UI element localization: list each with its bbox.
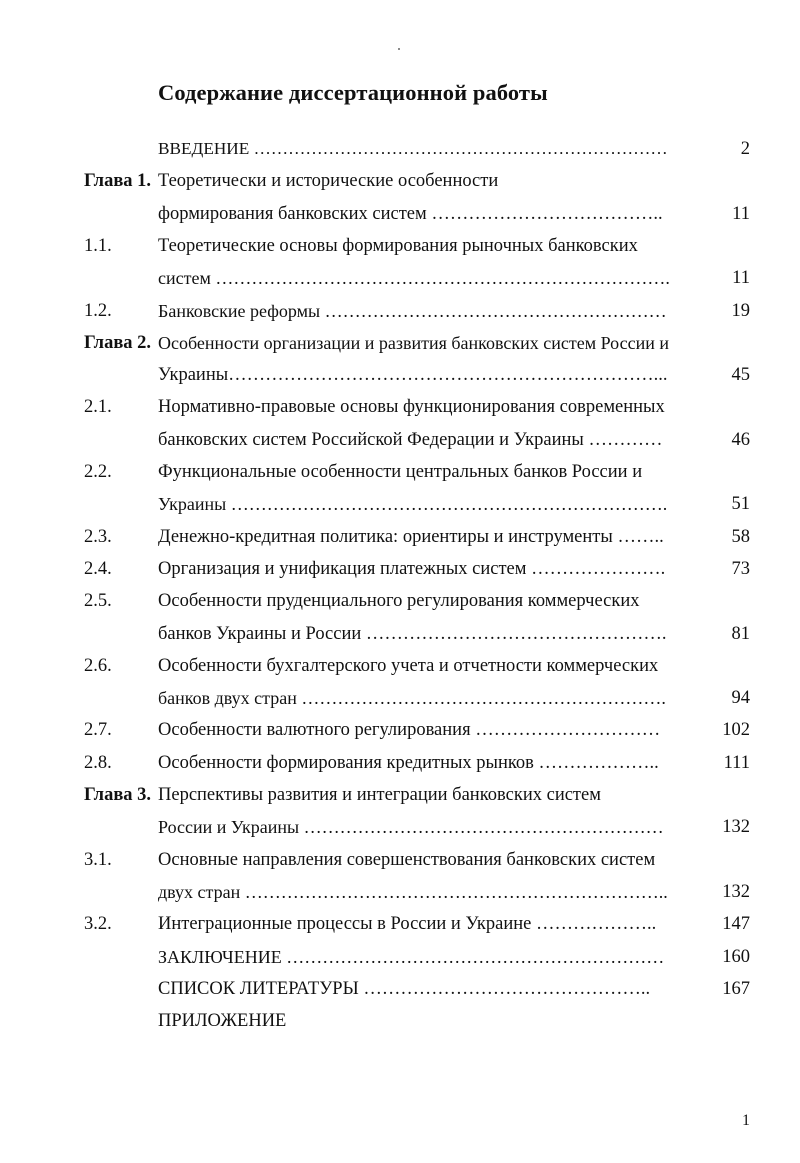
toc-line — [0, 976, 800, 1002]
toc-entry-text: Украины……………………………………………………………... — [158, 365, 668, 386]
toc-line — [0, 717, 800, 743]
toc-entry-text: Теоретические основы формирования рыночных банковских — [158, 235, 638, 256]
toc-line — [0, 265, 800, 291]
toc-entry-text: Теоретически и исторические особенности — [158, 171, 499, 192]
toc-entry-text: Основные направления совершенствования банковских систем — [158, 849, 656, 870]
toc-page-number: 147 — [722, 914, 750, 935]
toc-number: 2.5. — [84, 591, 112, 612]
toc-line — [0, 136, 800, 162]
page-number: 1 — [742, 1112, 750, 1129]
toc-entry-text: Особенности валютного регулирования ………………………… — [158, 720, 661, 741]
toc-line — [0, 524, 800, 550]
toc-page-number: 46 — [731, 429, 750, 450]
toc-number: 2.2. — [84, 462, 112, 482]
toc-entry-text: Интеграционные процессы в России и Украине ……………….. — [158, 914, 657, 935]
toc-line — [0, 394, 800, 420]
toc-line — [0, 847, 800, 873]
toc-page-number: 58 — [731, 526, 750, 547]
toc-entry-text: Нормативно-правовые основы функционирования современных — [158, 397, 665, 418]
toc-entry-text: СПИСОК ЛИТЕРАТУРЫ ……………………………………….. — [158, 978, 651, 999]
toc-line — [0, 427, 800, 453]
scan-speck — [398, 48, 400, 50]
toc-line — [0, 588, 800, 614]
toc-line — [0, 911, 800, 937]
toc-line — [0, 233, 800, 259]
toc-entry-text: двух стран …………………………………………………………….. — [158, 881, 668, 902]
toc-page-number: 160 — [722, 946, 750, 967]
toc-entry-text: Украины ………………………………………………………………. — [158, 494, 668, 515]
toc-entry-text: Особенности формирования кредитных рынков ……………….. — [158, 752, 659, 773]
toc-line — [0, 201, 800, 227]
toc-page-number: 73 — [731, 558, 750, 579]
toc-number: Глава 3. — [84, 785, 152, 805]
toc-number: 1.2. — [84, 300, 112, 321]
toc-page-number: 2 — [740, 139, 750, 159]
toc-entry-text: Особенности бухгалтерского учета и отчетности коммерческих — [158, 655, 659, 676]
toc-number: Глава 2. — [84, 332, 152, 353]
toc-line — [0, 653, 800, 679]
page-title: Содержание диссертационной работы — [158, 80, 548, 105]
toc-number: 3.1. — [84, 849, 112, 870]
toc-number: 2.4. — [84, 558, 112, 579]
toc-line — [0, 814, 800, 840]
toc-entry-text: ПРИЛОЖЕНИЕ — [158, 1011, 287, 1032]
toc-number: 1.1. — [84, 235, 112, 256]
toc-line — [0, 1008, 800, 1034]
toc-line — [0, 491, 800, 517]
toc-line — [0, 944, 800, 970]
toc-line — [0, 879, 800, 905]
toc-line — [0, 621, 800, 647]
toc-page-number: 11 — [732, 268, 750, 289]
toc-page-number: 102 — [722, 720, 750, 741]
toc-number: Глава 1. — [84, 171, 152, 192]
toc-number: 2.8. — [84, 752, 112, 773]
toc-page-number: 51 — [731, 494, 750, 515]
toc-entry-text: России и Украины …………………………………………………… — [158, 817, 664, 838]
toc-line — [0, 750, 800, 776]
toc-page-number: 94 — [731, 688, 750, 709]
toc-number: 2.6. — [84, 655, 112, 676]
toc-entry-text: Денежно-кредитная политика: ориентиры и инструменты …….. — [158, 526, 664, 547]
toc-entry-text: банковских систем Российской Федерации и Украины ………… — [158, 429, 663, 450]
toc-entry-text: ЗАКЛЮЧЕНИЕ ……………………………………………………… — [158, 946, 665, 967]
toc-entry-text: формирования банковских систем ……………………………….. — [158, 203, 663, 224]
toc-line — [0, 556, 800, 582]
toc-entry-text: Особенности организации и развития банковских систем России и — [158, 332, 669, 353]
toc-entry-text: Функциональные особенности центральных банков России и — [158, 462, 643, 482]
toc-page-number: 81 — [731, 623, 750, 644]
toc-entry-text: ВВЕДЕНИЕ ……………………………………………………………… — [158, 139, 668, 158]
toc-page-number: 132 — [722, 817, 750, 838]
toc-entry-text: банков Украины и России …………………………………………. — [158, 623, 667, 644]
toc-number: 2.7. — [84, 720, 112, 741]
toc-page-number: 45 — [731, 365, 750, 386]
toc-page-number: 19 — [731, 300, 750, 321]
toc-line — [0, 298, 800, 324]
toc-entry-text: банков двух стран ……………………………………………………. — [158, 688, 666, 709]
toc-line — [0, 459, 800, 485]
toc-entry-text: Перспективы развития и интеграции банковских систем — [158, 785, 601, 805]
toc-page-number: 111 — [723, 752, 750, 773]
toc-entry-text: Организация и унификация платежных систем …………………. — [158, 558, 666, 579]
toc-page-number: 132 — [722, 881, 750, 902]
toc-entry-text: Банковские реформы ………………………………………………… — [158, 300, 667, 321]
toc-number: 2.3. — [84, 526, 112, 547]
toc-page-number: 167 — [722, 978, 750, 999]
toc-entry-text: систем …………………………………………………………………. — [158, 268, 670, 289]
toc-page-number: 11 — [732, 203, 750, 224]
toc-line — [0, 685, 800, 711]
toc-number: 3.2. — [84, 914, 112, 935]
toc-number: 2.1. — [84, 397, 112, 418]
toc-line — [0, 330, 800, 356]
toc-line — [0, 782, 800, 808]
toc-entry-text: Особенности пруденциального регулирования коммерческих — [158, 591, 640, 612]
toc-line — [0, 362, 800, 388]
toc-line — [0, 168, 800, 194]
